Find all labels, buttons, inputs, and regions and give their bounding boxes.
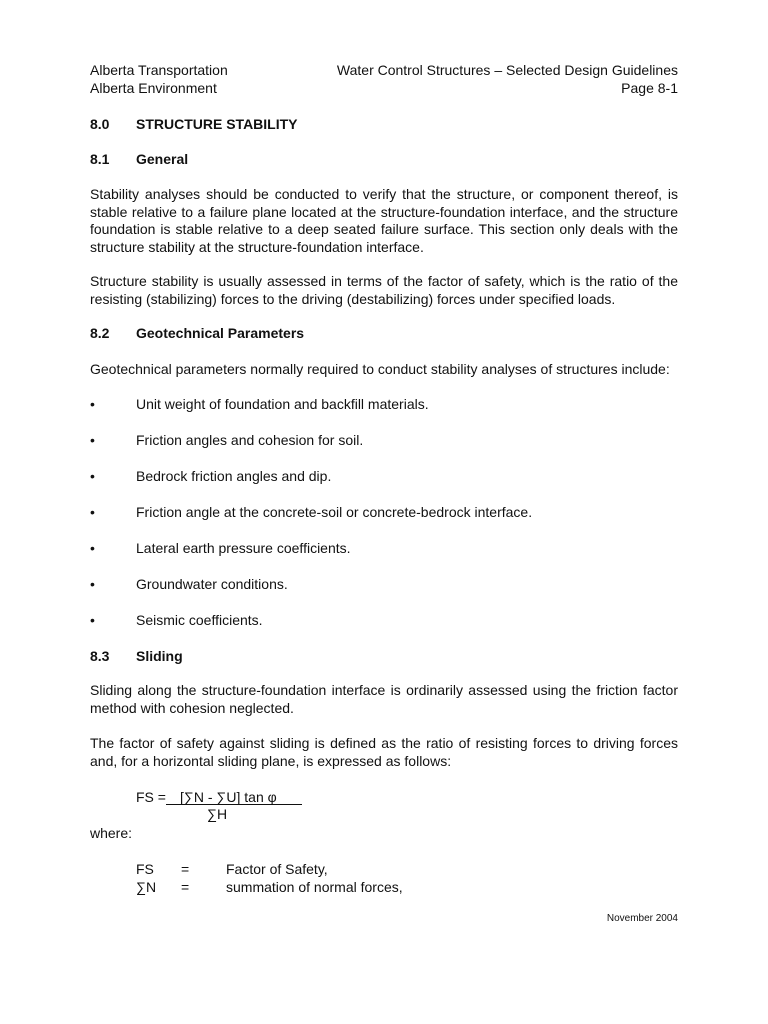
equation-lhs: FS =	[136, 789, 166, 805]
header-org-1: Alberta Transportation	[90, 62, 228, 78]
sliding-paragraph-2: The factor of safety against sliding is defined as the ratio of resisting forces to driving forces and, for a horizontal sliding plane, is expressed as follows:	[90, 735, 678, 769]
bullet-marker: •	[90, 396, 95, 412]
bullet-marker: •	[90, 576, 95, 592]
bullet-item: Bedrock friction angles and dip.	[136, 468, 332, 484]
bullet-item: Groundwater conditions.	[136, 576, 288, 592]
header-org-2: Alberta Environment	[90, 80, 217, 96]
definition-symbol: FS	[136, 861, 154, 877]
definition-meaning: Factor of Safety,	[226, 861, 328, 877]
geotech-intro: Geotechnical parameters normally required to conduct stability analyses of structures include:	[90, 361, 670, 377]
bullet-marker: •	[90, 540, 95, 556]
equation-denominator: ∑H	[207, 806, 228, 822]
sliding-paragraph-1: Sliding along the structure-foundation interface is ordinarily assessed using the friction factor method with cohesion neglected.	[90, 682, 678, 716]
section-8-3-title: Sliding	[136, 648, 183, 664]
bullet-marker: •	[90, 612, 95, 628]
general-paragraph-1: Stability analyses should be conducted to verify that the structure, or component thereof, is stable relative to a failure plane located at the structure-foundation interface, and the structure foundation is stable relative to a deep seated failure surface. This section only deals with the structure stability at the structure-foundation interface.	[90, 186, 678, 255]
where-label: where:	[90, 825, 133, 841]
definition-meaning: summation of normal forces,	[226, 879, 403, 895]
equation-fraction-bar	[166, 804, 302, 805]
bullet-item: Friction angles and cohesion for soil.	[136, 432, 364, 448]
bullet-item: Friction angle at the concrete-soil or concrete-bedrock interface.	[136, 504, 533, 520]
section-8-0-number: 8.0	[90, 116, 110, 132]
bullet-item: Seismic coefficients.	[136, 612, 263, 628]
definition-equals: =	[181, 861, 190, 877]
bullet-marker: •	[90, 468, 95, 484]
section-8-1-number: 8.1	[90, 151, 110, 167]
footer-date: November 2004	[606, 913, 678, 924]
bullet-marker: •	[90, 504, 95, 520]
section-8-2-title: Geotechnical Parameters	[136, 325, 305, 341]
section-8-1-title: General	[136, 151, 189, 167]
section-8-0-title: STRUCTURE STABILITY	[136, 116, 298, 132]
header-doc-title: Water Control Structures – Selected Design Guidelines	[336, 62, 678, 78]
general-paragraph-2: Structure stability is usually assessed in terms of the factor of safety, which is the ratio of the resisting (stabilizing) forces to the driving (destabilizing) forces under specified loads.	[90, 273, 678, 307]
section-8-2-number: 8.2	[90, 325, 110, 341]
definition-equals: =	[181, 879, 190, 895]
bullet-item: Lateral earth pressure coefficients.	[136, 540, 351, 556]
bullet-marker: •	[90, 432, 95, 448]
definition-symbol: ∑N	[136, 879, 157, 895]
header-page-number: Page 8-1	[621, 80, 678, 96]
equation-numerator: [∑N - ∑U] tan φ	[180, 789, 277, 805]
bullet-item: Unit weight of foundation and backfill materials.	[136, 396, 429, 412]
section-8-3-number: 8.3	[90, 648, 110, 664]
